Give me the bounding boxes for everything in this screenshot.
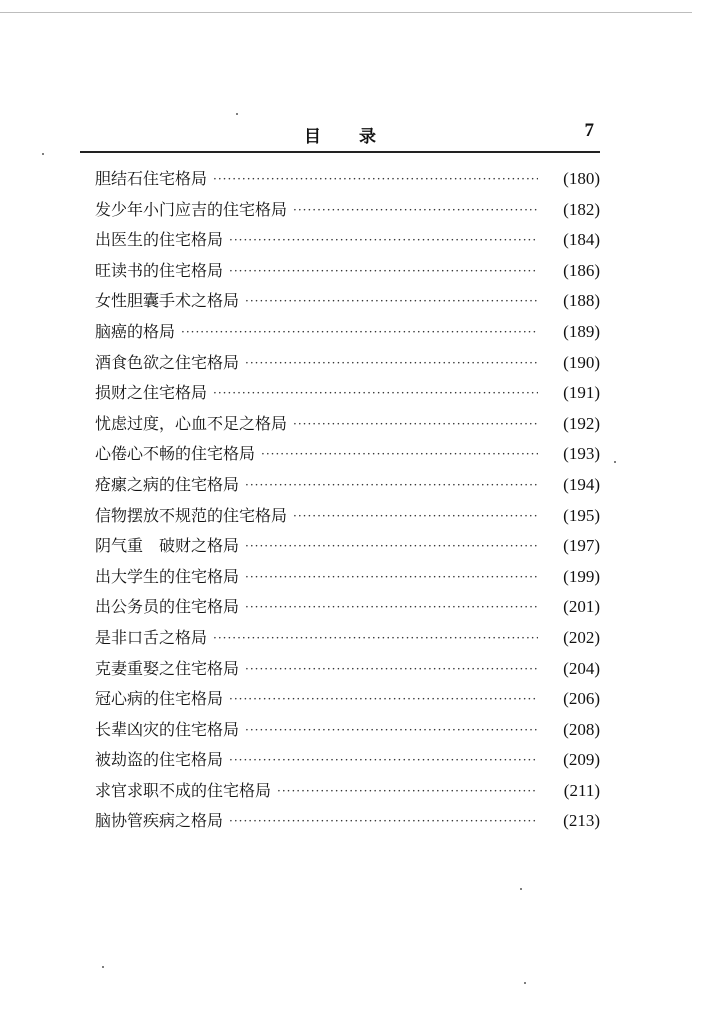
toc-entry[interactable] — [95, 531, 600, 562]
toc-entry-title: 心倦心不畅的住宅格局 — [95, 444, 256, 464]
table-of-contents — [95, 164, 600, 837]
toc-entry-title: 阴气重 破财之格局 — [95, 536, 240, 556]
toc-entry-title: 发少年小门应吉的住宅格局 — [95, 199, 288, 219]
toc-entry-title: 求官求职不成的住宅格局 — [95, 780, 272, 800]
dot-leader — [245, 592, 538, 623]
toc-entry-title: 忧虑过度，心血不足之格局 — [95, 413, 288, 433]
toc-entry-page: (182) — [563, 199, 600, 219]
toc-entry-page: (194) — [563, 474, 600, 494]
scan-speck — [614, 461, 616, 463]
toc-entry[interactable] — [95, 256, 600, 287]
toc-entry-page: (209) — [563, 750, 600, 770]
toc-entry[interactable] — [95, 470, 600, 501]
toc-entry-page: (201) — [563, 597, 600, 617]
toc-entry-title: 是非口舌之格局 — [95, 627, 208, 647]
toc-entry[interactable] — [95, 348, 600, 379]
toc-entry-title: 酒食色欲之住宅格局 — [95, 352, 240, 372]
dot-leader — [229, 745, 538, 776]
toc-entry-title: 女性胆囊手术之格局 — [95, 291, 240, 311]
toc-entry-title: 脑癌的格局 — [95, 321, 176, 341]
toc-entry[interactable] — [95, 623, 600, 654]
toc-entry[interactable] — [95, 286, 600, 317]
dot-leader — [181, 317, 538, 348]
scan-speck — [520, 888, 522, 890]
scan-speck — [42, 153, 44, 155]
toc-entry[interactable] — [95, 409, 600, 440]
toc-entry-page: (204) — [563, 658, 600, 678]
toc-entry[interactable] — [95, 654, 600, 685]
toc-entry-title: 出医生的住宅格局 — [95, 230, 224, 250]
toc-entry-page: (202) — [563, 627, 600, 647]
toc-entry-title: 旺读书的住宅格局 — [95, 260, 224, 280]
toc-entry-page: (195) — [563, 505, 600, 525]
dot-leader — [229, 256, 538, 287]
toc-entry-title: 信物摆放不规范的住宅格局 — [95, 505, 288, 525]
toc-entry-title: 疮瘰之病的住宅格局 — [95, 474, 240, 494]
toc-entry[interactable] — [95, 562, 600, 593]
toc-entry[interactable] — [95, 501, 600, 532]
toc-entry-title: 脑协管疾病之格局 — [95, 811, 224, 831]
dot-leader — [293, 409, 538, 440]
toc-entry-page: (211) — [563, 780, 600, 800]
toc-entry[interactable] — [95, 378, 600, 409]
toc-entry-page: (208) — [563, 719, 600, 739]
toc-entry-page: (206) — [563, 689, 600, 709]
toc-entry-title: 损财之住宅格局 — [95, 383, 208, 403]
toc-entry-title: 冠心病的住宅格局 — [95, 689, 224, 709]
page-title: 目录 — [304, 127, 414, 147]
toc-entry[interactable] — [95, 745, 600, 776]
toc-entry[interactable] — [95, 715, 600, 746]
toc-entry[interactable] — [95, 195, 600, 226]
toc-entry-page: (193) — [563, 444, 600, 464]
dot-leader — [245, 470, 538, 501]
dot-leader — [245, 562, 538, 593]
toc-entry[interactable] — [95, 317, 600, 348]
toc-entry[interactable] — [95, 439, 600, 470]
toc-entry-page: (189) — [563, 321, 600, 341]
toc-entry[interactable] — [95, 592, 600, 623]
page-header — [80, 120, 600, 150]
toc-entry-page: (191) — [563, 383, 600, 403]
scan-speck — [524, 982, 526, 984]
toc-entry-title: 克妻重娶之住宅格局 — [95, 658, 240, 678]
dot-leader — [229, 806, 538, 837]
toc-entry[interactable] — [95, 776, 600, 807]
dot-leader — [229, 225, 538, 256]
toc-entry-title: 长辈凶灾的住宅格局 — [95, 719, 240, 739]
toc-entry[interactable] — [95, 164, 600, 195]
toc-entry-title: 被劫盗的住宅格局 — [95, 750, 224, 770]
dot-leader — [245, 531, 538, 562]
dot-leader — [229, 684, 538, 715]
scan-speck — [102, 966, 104, 968]
toc-entry[interactable] — [95, 684, 600, 715]
toc-entry[interactable] — [95, 806, 600, 837]
dot-leader — [245, 348, 538, 379]
toc-entry-page: (186) — [563, 260, 600, 280]
dot-leader — [261, 439, 538, 470]
toc-entry-page: (184) — [563, 230, 600, 250]
toc-entry-title: 出大学生的住宅格局 — [95, 566, 240, 586]
dot-leader — [213, 164, 538, 195]
dot-leader — [277, 776, 538, 807]
toc-entry[interactable] — [95, 225, 600, 256]
toc-entry-title: 胆结石住宅格局 — [95, 169, 208, 188]
toc-entry-page: (180) — [563, 169, 600, 188]
dot-leader — [213, 378, 538, 409]
dot-leader — [245, 715, 538, 746]
toc-entry-title: 出公务员的住宅格局 — [95, 597, 240, 617]
dot-leader — [213, 623, 538, 654]
header-divider — [80, 151, 600, 153]
scan-speck — [236, 113, 238, 115]
toc-entry-page: (197) — [563, 536, 600, 556]
dot-leader — [245, 654, 538, 685]
scan-top-edge-line — [0, 12, 692, 13]
dot-leader — [293, 195, 538, 226]
dot-leader — [245, 286, 538, 317]
toc-entry-page: (190) — [563, 352, 600, 372]
toc-entry-page: (188) — [563, 291, 600, 311]
toc-entry-page: (199) — [563, 566, 600, 586]
toc-entry-page: (213) — [563, 811, 600, 831]
page-number: 7 — [584, 120, 594, 141]
dot-leader — [293, 501, 538, 532]
toc-entry-page: (192) — [563, 413, 600, 433]
